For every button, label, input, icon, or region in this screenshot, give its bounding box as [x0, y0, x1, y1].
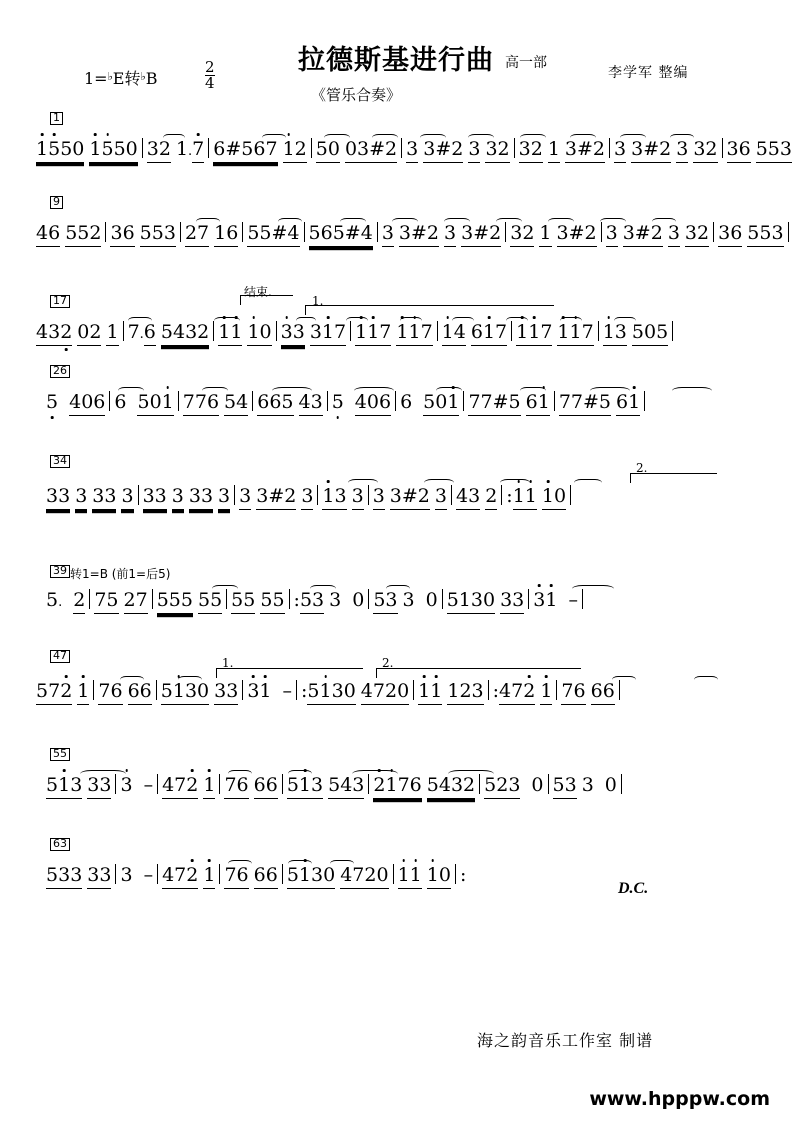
ending-label-2: 2. [636, 461, 648, 475]
key-signature-value-2: B [145, 69, 158, 88]
music-line: 572 1 76 66 5130 33 31 – :5130 4720 11 123 :472 1 76 66 [36, 680, 624, 705]
time-signature-denominator: 4 [205, 74, 215, 92]
bar-number: 55 [50, 748, 70, 761]
dc-marking: D.C. [618, 880, 649, 897]
bar-number: 17 [50, 295, 70, 308]
arranger-credit: 李学军 整编 [608, 65, 689, 81]
bar-number: 39 [50, 565, 70, 578]
annotation-ending: 结束. [244, 285, 272, 299]
part-label: 高一部 [505, 55, 547, 71]
key-signature-value: E转 [112, 69, 141, 88]
page-title: 拉德斯基进行曲 [298, 45, 494, 76]
bar-number: 26 [50, 365, 70, 378]
bar-number: 9 [50, 196, 63, 209]
ending-bracket-5 [376, 668, 581, 678]
annotation-modulation: 转1=B (前1=后5) [70, 567, 171, 581]
time-signature-numerator: 2 [205, 58, 215, 76]
studio-credit: 海之韵音乐工作室 制谱 [477, 1031, 654, 1050]
website-watermark: www.hpppw.com [589, 1088, 770, 1110]
music-line: 533 33 3 – 472 1 76 66 5130 4720 11 10 : [46, 864, 466, 889]
ending-bracket-2 [305, 305, 554, 315]
ending-bracket-4 [216, 668, 363, 678]
ending-label-2: 2. [382, 656, 394, 670]
bar-number: 47 [50, 650, 70, 663]
music-line: 1550 1550 32 1.7 6#567 12 50 03#2 3 3#2 3 32 32 1 3#2 3 3#2 3 32 36 553 [36, 138, 792, 163]
ending-bracket-1 [240, 295, 293, 305]
ending-label-1: 1. [312, 294, 324, 308]
key-signature-prefix: 1= [84, 69, 108, 88]
music-line: 5 406 6 501 776 54 665 43 5 406 6 501 77#5 61 77#5 61 [46, 391, 649, 416]
music-line: 33 3 33 3 33 3 33 3 3 3#2 3 13 3 3 3#2 3 43 2 :11 10 [46, 485, 575, 510]
ensemble-label: 《管乐合奏》 [311, 86, 402, 104]
key-signature: 1=♭E转♭B [84, 69, 158, 88]
music-line: 513 33 3 – 472 1 76 66 513 543 2176 5432 523 0 53 3 0 [46, 774, 626, 799]
music-line: 432 02 1 7.6 5432 11 10 33 317 117 117 14 617 117 117 13 505 [36, 321, 677, 346]
bar-number: 1 [50, 112, 63, 125]
music-line: 46 552 36 553 27 16 55#4 565#4 3 3#2 3 3#2 32 1 3#2 3 3#2 3 32 36 553 [36, 222, 792, 244]
ending-bracket-3 [630, 473, 717, 483]
time-signature [205, 60, 215, 91]
bar-number: 63 [50, 838, 70, 851]
ending-label-1: 1. [222, 656, 234, 670]
music-line: 5. 2 75 27 555 55 55 55 :53 3 0 53 3 0 5130 33 31 – [46, 589, 587, 611]
bar-number: 34 [50, 455, 70, 468]
